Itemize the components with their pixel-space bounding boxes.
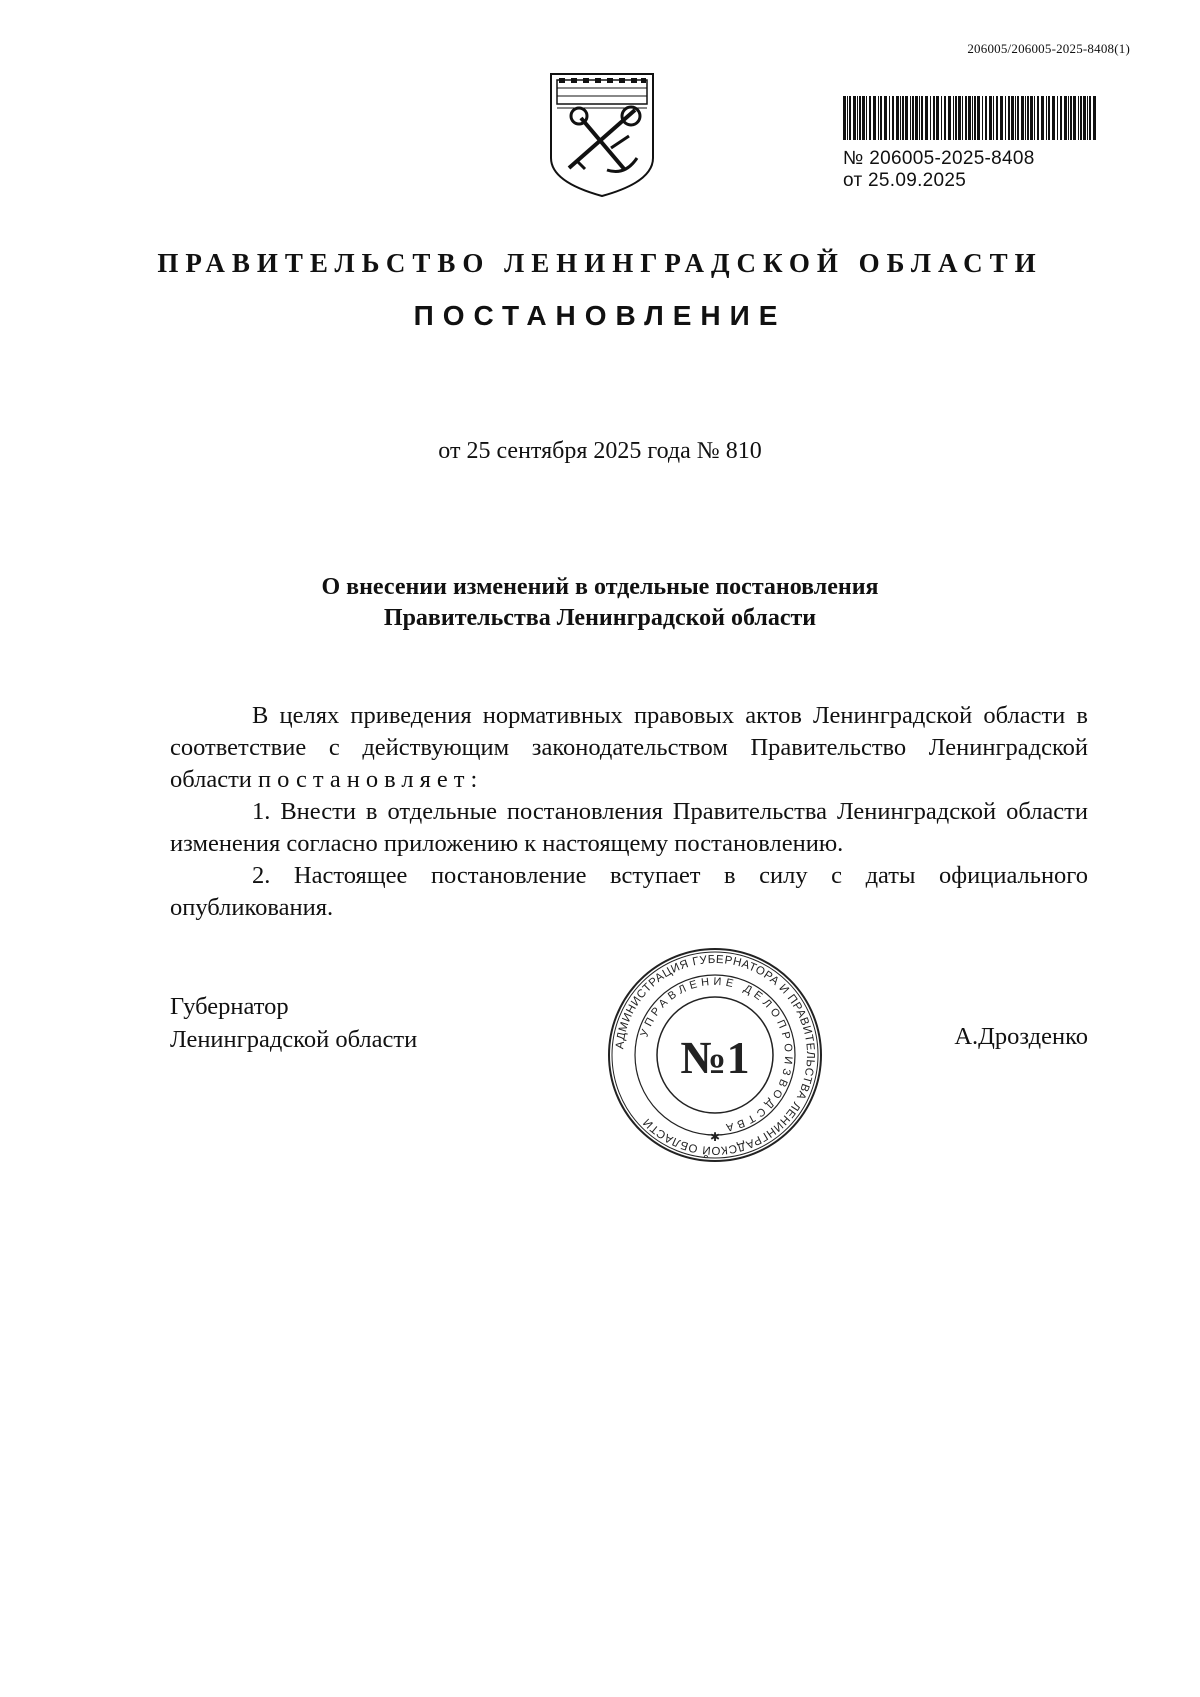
stamp-star-icon: ✱ xyxy=(709,1130,721,1144)
official-stamp xyxy=(605,945,825,1165)
barcode-icon xyxy=(843,96,1098,140)
decree-date-number: от 25 сентября 2025 года № 810 xyxy=(438,438,762,464)
issuing-authority: ПРАВИТЕЛЬСТВО ЛЕНИНГРАДСКОЙ ОБЛАСТИ xyxy=(157,248,1043,278)
signatory-name: А.Дрозденко xyxy=(954,1023,1088,1050)
position-line-1: Губернатор xyxy=(170,993,289,1020)
item-2: 2. Настоящее постановление вступает в силу с даты официального опубликования. xyxy=(170,862,1088,921)
registration-number: № 206005-2025-8408 xyxy=(843,148,1035,169)
preamble-paragraph xyxy=(170,700,1088,796)
coat-of-arms-icon xyxy=(547,70,657,198)
decree-body xyxy=(170,700,1088,924)
subject-line-2: Правительства Ленинградской области xyxy=(383,605,817,631)
preamble-verb: постановляет: xyxy=(258,766,484,793)
stamp-outer-text: АДМИНИСТРАЦИЯ ГУБЕРНАТОРА И ПРАВИТЕЛЬСТВА ЛЕНИНГРАДСКОЙ ОБЛАСТИ xyxy=(614,953,817,1157)
position-line-2: Ленинградской области xyxy=(170,1026,418,1053)
signatory-position xyxy=(170,990,417,1056)
stamp-center-number: №1 xyxy=(680,1032,750,1083)
registration-block xyxy=(843,96,1098,192)
document-reference: 206005/206005-2025-8408(1) xyxy=(967,41,1130,56)
registration-date: от 25.09.2025 xyxy=(843,170,967,191)
preamble-text: В целях приведения нормативных правовых актов Ленинградской области в соответствие с действующим законодательством Правительство Ленинградской области xyxy=(170,702,1088,793)
subject-line-1: О внесении изменений в отдельные постановления xyxy=(321,574,879,600)
item-1: 1. Внести в отдельные постановления Правительства Ленинградской области изменения согласно приложению к настоящему постановлению. xyxy=(170,798,1088,857)
stamp-inner-text: УПРАВЛЕНИЕ ДЕЛОПРОИЗВОДСТВА xyxy=(638,975,795,1134)
document-type: ПОСТАНОВЛЕНИЕ xyxy=(413,300,787,331)
decree-subject xyxy=(0,572,1200,634)
